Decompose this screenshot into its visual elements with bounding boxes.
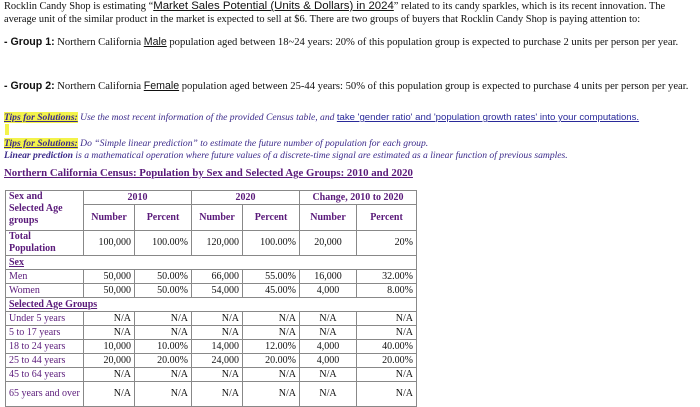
cell: 4,000	[300, 340, 357, 354]
project-title: Market Sales Potential (Units & Dollars) in 2024	[153, 0, 394, 12]
cell: 50,000	[84, 284, 135, 298]
row-label: Under 5 years	[6, 312, 84, 326]
group-1-label: - Group 1:	[4, 36, 55, 48]
cell: 40.00%	[357, 340, 417, 354]
tips-2-text: Do “Simple linear prediction” to estimate the future number of population for each group.	[77, 138, 429, 149]
group-1-description	[4, 36, 678, 49]
cell: 10.00%	[135, 340, 192, 354]
linear-prediction-term: Linear prediction	[4, 150, 74, 161]
cell: 45.00%	[243, 284, 300, 298]
header-percent-change: Percent	[357, 205, 417, 231]
tips-2	[4, 138, 428, 150]
cell: N/A	[357, 368, 417, 382]
cell: 20%	[357, 231, 417, 256]
group-2-gender: Female	[143, 80, 180, 92]
header-number-2020: Number	[192, 205, 243, 231]
group-2-label: - Group 2:	[4, 80, 55, 92]
cell: N/A	[243, 382, 300, 407]
intro-text-end: ” related to its candy sparkles, which is its recent innovation. The average unit of the similar product in the market is expected to sell at $6. There are two groups of buyers that Rocklin Candy Shop is paying attention to:	[4, 1, 666, 25]
row-label: 45 to 64 years	[6, 368, 84, 382]
section-blank	[135, 298, 417, 312]
tips-1-link[interactable]: take 'gender ratio' and 'population growth rates' into your computations.	[336, 112, 640, 123]
tips-1-label: Tips for Solutions:	[4, 112, 78, 123]
table-row	[6, 368, 417, 382]
cell: 20,000	[84, 354, 135, 368]
row-label: Men	[6, 270, 84, 284]
intro-paragraph	[4, 0, 694, 26]
header-sex-age: Sex and Selected Age groups	[6, 191, 84, 231]
cell: 20,000	[300, 231, 357, 256]
cell: 100,000	[84, 231, 135, 256]
census-table-title: Northern California Census: Population by Sex and Selected Age Groups: 2010 and 2020	[4, 167, 413, 179]
row-label: Women	[6, 284, 84, 298]
header-2020: 2020	[192, 191, 300, 205]
cell: N/A	[192, 312, 243, 326]
group-2-text: Northern California	[54, 81, 144, 92]
cell: N/A	[243, 312, 300, 326]
cell: 32.00%	[357, 270, 417, 284]
row-label: 5 to 17 years	[6, 326, 84, 340]
table-row	[6, 354, 417, 368]
cell: 16,000	[300, 270, 357, 284]
cell: 4,000	[300, 284, 357, 298]
cell: 24,000	[192, 354, 243, 368]
cell: N/A	[243, 368, 300, 382]
cell: N/A	[243, 326, 300, 340]
table-row-total	[6, 231, 417, 256]
cell: N/A	[135, 368, 192, 382]
cell: N/A	[300, 382, 357, 407]
cell: 50.00%	[135, 284, 192, 298]
cell: N/A	[300, 312, 357, 326]
cell: N/A	[192, 326, 243, 340]
cell: 54,000	[192, 284, 243, 298]
row-label: 25 to 44 years	[6, 354, 84, 368]
header-number-change: Number	[300, 205, 357, 231]
cell: 66,000	[192, 270, 243, 284]
census-table	[5, 190, 417, 407]
cell: N/A	[84, 312, 135, 326]
row-label: Total Population	[6, 231, 84, 256]
cell: 100.00%	[243, 231, 300, 256]
group-1-text: Northern California	[54, 37, 144, 48]
cell: 20.00%	[135, 354, 192, 368]
linear-prediction-definition	[4, 150, 568, 162]
cell: N/A	[84, 326, 135, 340]
cell: N/A	[192, 382, 243, 407]
text-cursor-highlight	[5, 124, 9, 135]
cell: 20.00%	[243, 354, 300, 368]
cell: N/A	[135, 312, 192, 326]
header-percent-2010: Percent	[135, 205, 192, 231]
group-1-gender: Male	[143, 36, 167, 48]
header-2010: 2010	[84, 191, 192, 205]
table-row	[6, 326, 417, 340]
tips-2-label: Tips for Solutions:	[4, 138, 78, 149]
cell: N/A	[357, 312, 417, 326]
section-blank	[84, 256, 417, 270]
table-row-men	[6, 270, 417, 284]
row-label: 18 to 24 years	[6, 340, 84, 354]
cell: 8.00%	[357, 284, 417, 298]
table-row-age-section	[6, 298, 417, 312]
header-percent-2020: Percent	[243, 205, 300, 231]
cell: N/A	[300, 326, 357, 340]
table-header-row-1	[6, 191, 417, 205]
table-row	[6, 312, 417, 326]
section-label-sex: Sex	[6, 256, 84, 270]
linear-prediction-text: is a mathematical operation where future values of a discrete-time signal are estimated as a linear function of previous samples.	[73, 150, 568, 161]
table-row-women	[6, 284, 417, 298]
header-change: Change, 2010 to 2020	[300, 191, 417, 205]
cell: N/A	[84, 382, 135, 407]
row-label: 65 years and over	[6, 382, 84, 407]
header-number-2010: Number	[84, 205, 135, 231]
cell: N/A	[357, 326, 417, 340]
cell: N/A	[357, 382, 417, 407]
table-row	[6, 340, 417, 354]
cell: 100.00%	[135, 231, 192, 256]
tips-1	[4, 112, 639, 124]
group-2-description	[4, 80, 688, 93]
cell: 10,000	[84, 340, 135, 354]
intro-text-start: Rocklin Candy Shop is estimating “	[4, 1, 154, 12]
section-label-age-groups: Selected Age Groups	[6, 298, 135, 312]
group-2-detail: population aged between 25-44 years: 50% of this population group is expected to purchase 4 units per person per year.	[179, 81, 689, 92]
table-row-sex-section	[6, 256, 417, 270]
cell: 120,000	[192, 231, 243, 256]
tips-1-text: Use the most recent information of the provided Census table, and	[77, 112, 337, 123]
cell: 55.00%	[243, 270, 300, 284]
cell: 50,000	[84, 270, 135, 284]
cell: 4,000	[300, 354, 357, 368]
cell: N/A	[192, 368, 243, 382]
cell: N/A	[84, 368, 135, 382]
cell: 50.00%	[135, 270, 192, 284]
cell: N/A	[135, 326, 192, 340]
cell: 20.00%	[357, 354, 417, 368]
group-1-detail: population aged between 18~24 years: 20% of this population group is expected to purchase 2 units per person per year.	[166, 37, 679, 48]
cell: 12.00%	[243, 340, 300, 354]
cell: N/A	[300, 368, 357, 382]
cell: N/A	[135, 382, 192, 407]
cell: 14,000	[192, 340, 243, 354]
